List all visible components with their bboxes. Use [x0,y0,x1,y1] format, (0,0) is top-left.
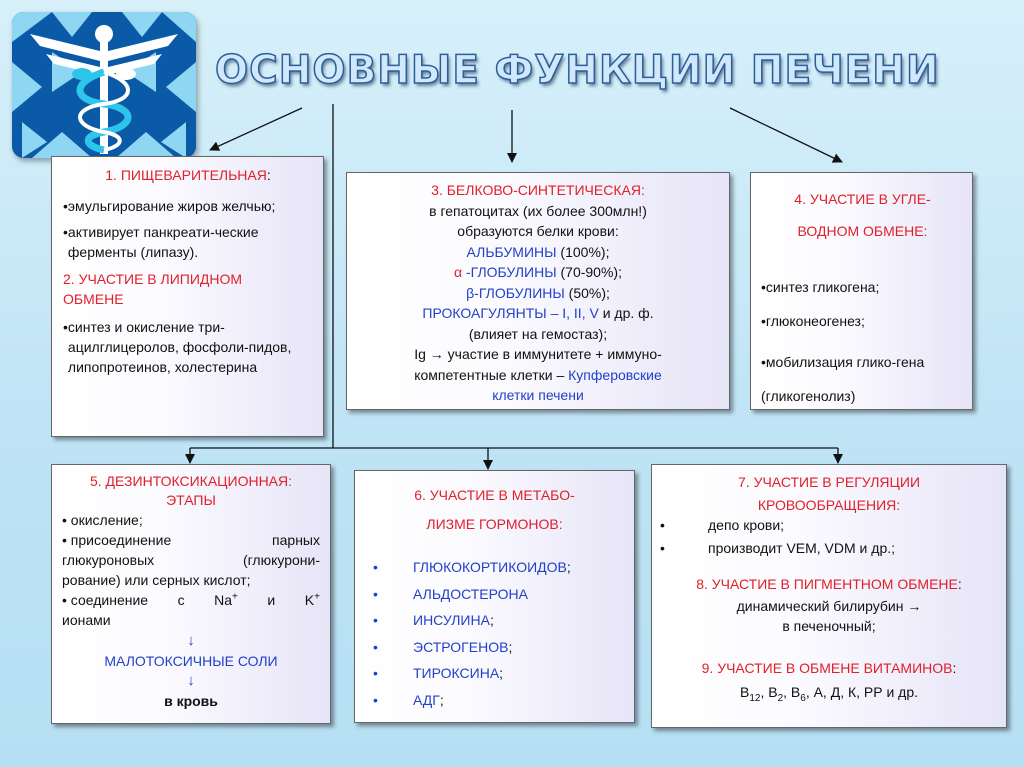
list-item: • присоединение парных глюкуроновых (глюкурони- рование) или серных кислот; [62,532,320,588]
list-item: •мобилизация глико-гена (гликогенолиз) [761,354,925,404]
box-digestive [51,156,324,437]
bilirubin-line: динамический билирубин → [736,598,922,614]
list-item: • соединение с Na+ и K+ ионами [62,591,320,628]
box1-heading: 1. ПИЩЕВАРИТЕЛЬНАЯ: [105,167,271,183]
list-item: • синтез и окисление три-ацилглицеролов, фосфоли-пидов, липопротеинов, холестерина [63,319,292,375]
list-item: • активирует панкреати-ческие ферменты (липазу). [63,224,259,260]
list-item: •глюконеогенез; [761,313,865,329]
down-arrow-icon: ↓ [187,632,195,649]
down-arrow-icon: ↓ [187,672,195,689]
box7-heading: 7. УЧАСТИЕ В РЕГУЛЯЦИИ КРОВООБРАЩЕНИЯ: [738,474,920,513]
right-arrow-icon: → [907,598,922,614]
list-item: • производит VEM, VDM и др.; [660,540,896,556]
arrow-to-box1 [210,108,302,150]
vitamins-list: $B_{12}$, $B_2$, $B_6$, А, Д, К, РР и др. [739,684,919,704]
hormone-list [363,557,626,716]
list-item: • депо крови; [660,517,785,533]
to-blood: в кровь [164,693,218,709]
kupffer-line: компетентные клетки – Купферовские [414,366,662,383]
list-item: • АЛЬДОСТЕРОНА [373,585,528,602]
list-item: • окисление; [62,512,143,528]
list-item: • ЭСТРОГЕНОВ; [373,638,513,655]
list-item: • ТИРОКСИНА; [373,665,504,681]
box6-heading: 6. УЧАСТИЕ В МЕТАБО- ЛИЗМЕ ГОРМОНОВ: [414,487,575,532]
arrow-to-box4 [730,108,842,162]
box1-subheading: 2. УЧАСТИЕ В ЛИПИДНОМ ОБМЕНЕ [63,271,243,307]
list-item: •синтез гликогена; [761,279,880,295]
right-arrow-icon: → [429,346,444,362]
box-carbohydrate [750,172,973,410]
box5-heading: 5. ДЕЗИНТОКСИКАЦИОННАЯ: ЭТАПЫ [89,473,293,508]
box-circulation: 7. УЧАСТИЕ В РЕГУЛЯЦИИ КРОВООБРАЩЕНИЯ: • депо крови; • производит VEM, VDM и др.; 8. УЧАСТИЕ В ПИГМЕНТНОМ ОБМЕНЕ: динамический билирубин → в печеночный; 9. УЧАСТИЕ В ОБМЕНЕ ВИТАМИНОВ: $B_{12}$, $B_2$, $B_6$, А, Д, К, РР и др. [651,464,1007,728]
beta-line: β-ГЛОБУЛИНЫ (50%); [466,284,610,301]
list-item: • ИНСУЛИНА; [373,612,494,628]
box3-heading: 3. БЕЛКОВО-СИНТЕТИЧЕСКАЯ: [431,182,645,198]
box-protein-synthesis: 3. БЕЛКОВО-СИНТЕТИЧЕСКАЯ: в гепатоцитах (их более 300млн!) образуются белки крови: АЛЬБУМИНЫ (100%); α -ГЛОБУЛИНЫ (70-90%); β-ГЛОБУЛИНЫ (50%); ПРОКОАГУЛЯНТЫ – I, II, V и др. ф. (влияет на гемостаз); Ig → участие в иммунитете + иммуно- компетентные клетки – Купферовские клетки печени [346,172,730,410]
box-detox [51,464,331,724]
albumin-line: АЛЬБУМИНЫ (100%); [466,243,610,260]
box4-heading: 4. УЧАСТИЕ В УГЛЕ- ВОДНОМ ОБМЕНЕ: [794,191,931,239]
vitamins-heading: 9. УЧАСТИЕ В ОБМЕНЕ ВИТАМИНОВ: [701,660,957,676]
ig-line: Ig → участие в иммунитете + иммуно- [414,346,662,362]
list-item: • ГЛЮКОКОРТИКОИДОВ; [373,559,571,575]
procoagulant-line: ПРОКОАГУЛЯНТЫ – I, II, V и др. ф. [422,305,654,321]
list-item: • эмульгирование жиров желчью; [63,198,276,214]
page-title: ОСНОВНЫЕ ФУНКЦИИ ПЕЧЕНИ [215,48,940,93]
pigment-heading: 8. УЧАСТИЕ В ПИГМЕНТНОМ ОБМЕНЕ: [696,576,962,592]
alpha-line: α -ГЛОБУЛИНЫ (70-90%); [454,264,622,280]
box-hormones [354,470,635,723]
low-toxic-salts: МАЛОТОКСИЧНЫЕ СОЛИ [104,653,278,669]
list-item: • АДГ; [373,691,444,708]
